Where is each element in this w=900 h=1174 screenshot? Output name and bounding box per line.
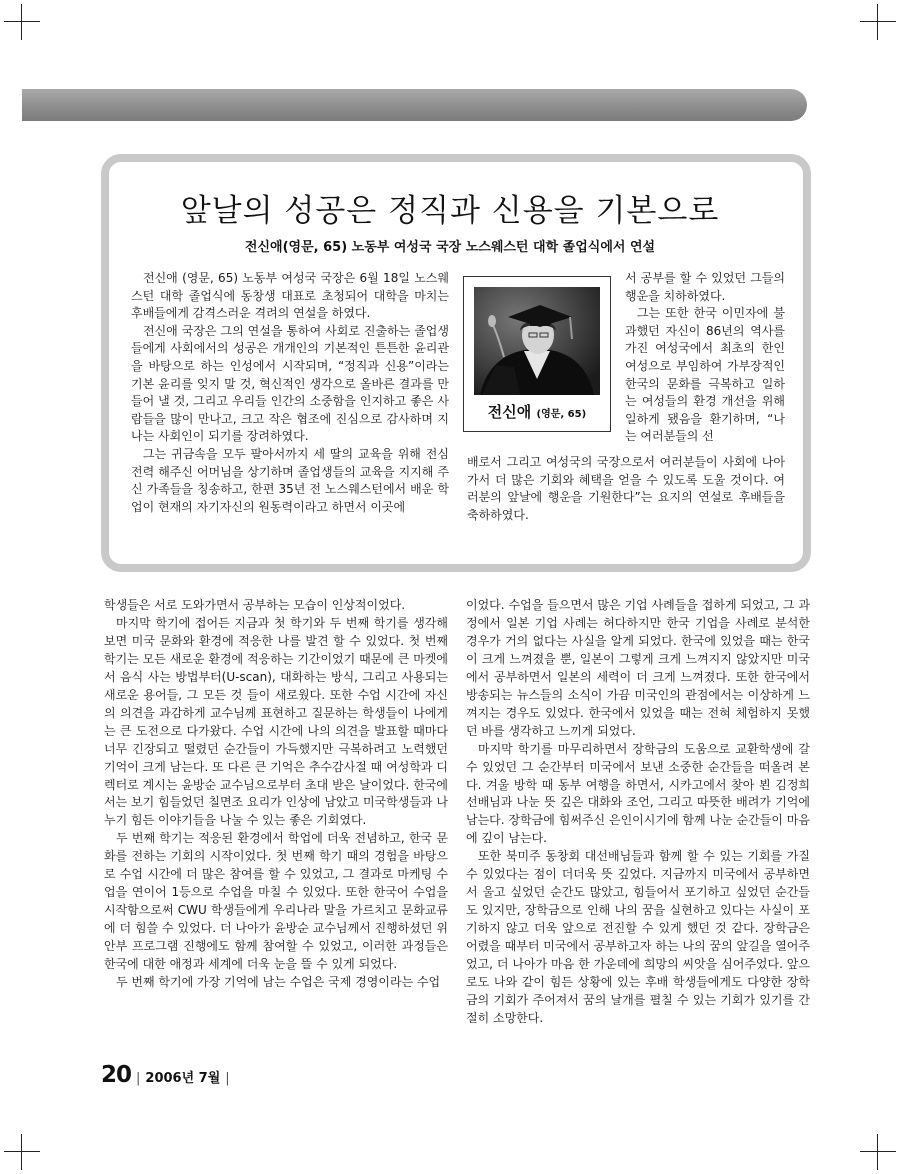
box-paragraph: 그는 또한 한국 이민자에 불과했던 자신이 86년의 역사를 가진 여성국에서 최초의 한인 여성으로 부임하여 가부장적인 한국의 문화를 극복하고 일하는 여성들의 환경 개선을 위해 일하게 됐음을 환기하며, “나는 여러분들의 선	[625, 306, 785, 444]
article-subtitle: 전신애(영문, 65) 노동부 여성국 국장 노스웨스턴 대학 졸업식에서 연설	[244, 240, 656, 255]
crop-mark-top-left	[4, 4, 40, 40]
graduation-portrait-illustration	[474, 287, 600, 395]
box-paragraph: 전신애 국장은 그의 연설을 통하여 사회로 진출하는 졸업생들에게 사회에서의 성공은 개개인의 기본적인 튼튼한 윤리관을 바탕으로 하는 인성에서 시작되며, “정직과 신용”이라는 기본 윤리를 잊지 말 것, 혁신적인 생각으로 올바른 결과를 만들어 낼 것, 그리고 우리들 인간의 소중함을 인지하고 좋은 사람들을 많이 만나고, 크고 작은 협조에 진심으로 감사하며 지나는 사회인이 되기를 장려하였다.	[131, 323, 449, 444]
page-footer	[101, 1062, 235, 1088]
header-band	[22, 89, 807, 121]
body-paragraph: 마지막 학기를 마무리하면서 장학금의 도움으로 교환학생에 갈 수 있었던 그 순간부터 미국에서 보낸 소중한 순간들을 떠올려 본다. 겨울 방학 때 동부 여행을 하면서, 시카고에서 찾아 뵌 김정희 선배님과 나눈 뜻 깊은 대화와 조언, 그리고 따뜻한 배려가 기억에 남는다. 장학금에 힘써주신 은인이시기에 함께 나눈 순간들이 마음에 깊이 남는다.	[466, 741, 810, 846]
article-title: 앞날의 성공은 정직과 신용을 기본으로	[180, 193, 720, 229]
portrait-photo	[474, 287, 600, 395]
box-paragraph: 서 공부를 할 수 있었던 그들의 행운을 치하하였다.	[625, 271, 785, 303]
box-column-left	[131, 270, 449, 516]
portrait-caption-name: 전신애	[487, 403, 532, 421]
box-column-right	[625, 270, 785, 446]
crop-mark-top-right	[860, 4, 896, 40]
portrait-caption	[464, 401, 610, 422]
crop-mark-bottom-left	[4, 1134, 40, 1170]
body-column-left	[104, 597, 448, 992]
body-paragraph: 학생들은 서로 도와가면서 공부하는 모습이 인상적이었다.	[104, 598, 406, 612]
box-paragraph: 그는 귀금속을 모두 팔아서까지 세 딸의 교육을 위해 전심전력 해주신 어머님을 상기하며 졸업생들의 교육을 지지해 주신 가족들을 칭송하고, 한편 35년 전 노스웨스턴에서 배운 학업이 현재의 자기자신의 원동력이라고 하면서 이곳에	[131, 446, 449, 514]
body-paragraph: 두 번째 학기는 적응된 환경에서 학업에 더욱 전념하고, 한국 문화를 전하는 기회의 시작이었다. 첫 번째 학기 때의 경험을 바탕으로 수업 시간에 더 많은 참여를 할 수 있었고, 그 결과로 마케팅 수업을 연이어 1등으로 수업을 마칠 수 있었다. 또한 한국어 수업을 시작함으로써 CWU 학생들에게 우리나라 말을 가르치고 문화교류에 더 힘쓸 수 있었다. 더 나아가 윤방순 교수님께서 진행하셨던 위안부 프로그램 진행에도 함께 참여할 수 있었고, 이러한 과정들은 한국에 대한 애정과 세계에 더욱 눈을 뜰 수 있게 되었다.	[104, 831, 448, 972]
body-paragraph: 이었다. 수업을 들으면서 많은 기업 사례들을 접하게 되었고, 그 과정에서 일본 기업 사례는 허다하지만 한국 기업을 사례로 분석한 경우가 거의 없다는 사실을 알게 되었다. 한국에 있었을 때는 한국이 크게 느껴졌을 뿐, 일본이 그렇게 크게 느껴지지 않았지만 미국에서 공부하면서 일본의 세력이 더 크게 느껴졌다. 또한 한국에서 방송되는 뉴스들의 소식이 가끔 미국인의 관점에서는 이상하게 느껴지는 경우도 있었다. 한국에서 있었을 때는 전혀 체험하지 못했던 바를 생각하고 느끼게 되었다.	[466, 598, 810, 738]
body-paragraph: 두 번째 학기에 가장 기억에 남는 수업은 국제 경영이라는 수업	[116, 975, 441, 990]
portrait-caption-detail: (영문, 65)	[536, 409, 587, 420]
page-number: 20	[101, 1062, 132, 1088]
box-paragraph: 배로서 그리고 여성국의 국장으로서 여러분들이 사회에 나아가서 더 많은 기회와 혜택을 얻을 수 있도록 도울 것이다. 여러분의 앞날에 행운을 기원한다”는 요지의 연설로 후배들을 축하하였다.	[467, 455, 785, 522]
issue-date: 2006년 7월	[145, 1071, 221, 1086]
body-paragraph: 또한 북미주 동창회 대선배님들과 함께 할 수 있는 기회를 가질 수 있었다는 점이 더더욱 뜻 깊었다. 지금까지 미국에서 공부하면서 울고 싶었던 순간도 많았고, 힘들어서 포기하고 싶었던 순간들도 있지만, 장학금으로 인해 나의 꿈을 실현하고 있다는 사실이 포기하지 않고 더욱 앞으로 전진할 수 있게 했던 것 같다. 장학금은 어렸을 때부터 미국에서 공부하고자 하는 나의 꿈의 앞길을 열어주었고, 더 나아가 마음 한 가운데에 희망의 씨앗을 심어주었다. 앞으로도 나와 같이 힘든 상황에 있는 후배 학생들에게도 다양한 장학금의 기회가 주어져서 꿈의 날개를 펼칠 수 있는 기회가 있기를 간절히 소망한다.	[466, 849, 810, 1025]
body-column-right	[466, 597, 810, 1028]
body-paragraph: 마지막 학기에 접어든 지금과 첫 학기와 두 번째 학기를 생각해 보면 미국 문화와 환경에 적응한 나를 발견 할 수 있었다. 첫 번째 학기는 모든 새로운 환경에 적응하는 기간이었기 때문에 큰 마켓에서 음식 사는 방법부터(U-scan), 대화하는 방식, 그리고 사용되는 새로운 용어들, 그 모든 것 들이 새로웠다. 또한 수업 시간에 자신의 의견을 과감하게 교수님께 표현하고 질문하는 학생들이 나에게는 큰 도전으로 다가왔다. 수업 시간에 나의 의견을 발표할 때마다 너무 긴장되고 떨렸던 순간들이 가득했지만 극복하려고 노력했던 기억이 크게 남는다. 또 다른 큰 기억은 추수감사절 때 여성학과 디렉터로 계시는 윤방순 교수님으로부터 초대 받은 날이었다. 한국에서는 보기 힘들었던 칠면조 요리가 인상에 남았고 미국학생들과 나누기 힘든 이야기들을 나눌 수 있는 좋은 기회였다.	[104, 615, 448, 828]
crop-mark-bottom-right	[860, 1134, 896, 1170]
box-paragraph: 전신애 (영문, 65) 노동부 여성국 국장은 6월 18일 노스웨스턴 대학 졸업식에 동창생 대표로 초청되어 대학을 마치는 후배들에게 감격스러운 격려의 연설을 하였다.	[131, 271, 449, 321]
footer-separator: |	[225, 1071, 230, 1086]
footer-separator: |	[136, 1071, 141, 1086]
box-column-bottom	[467, 454, 785, 524]
portrait-frame	[463, 276, 611, 432]
